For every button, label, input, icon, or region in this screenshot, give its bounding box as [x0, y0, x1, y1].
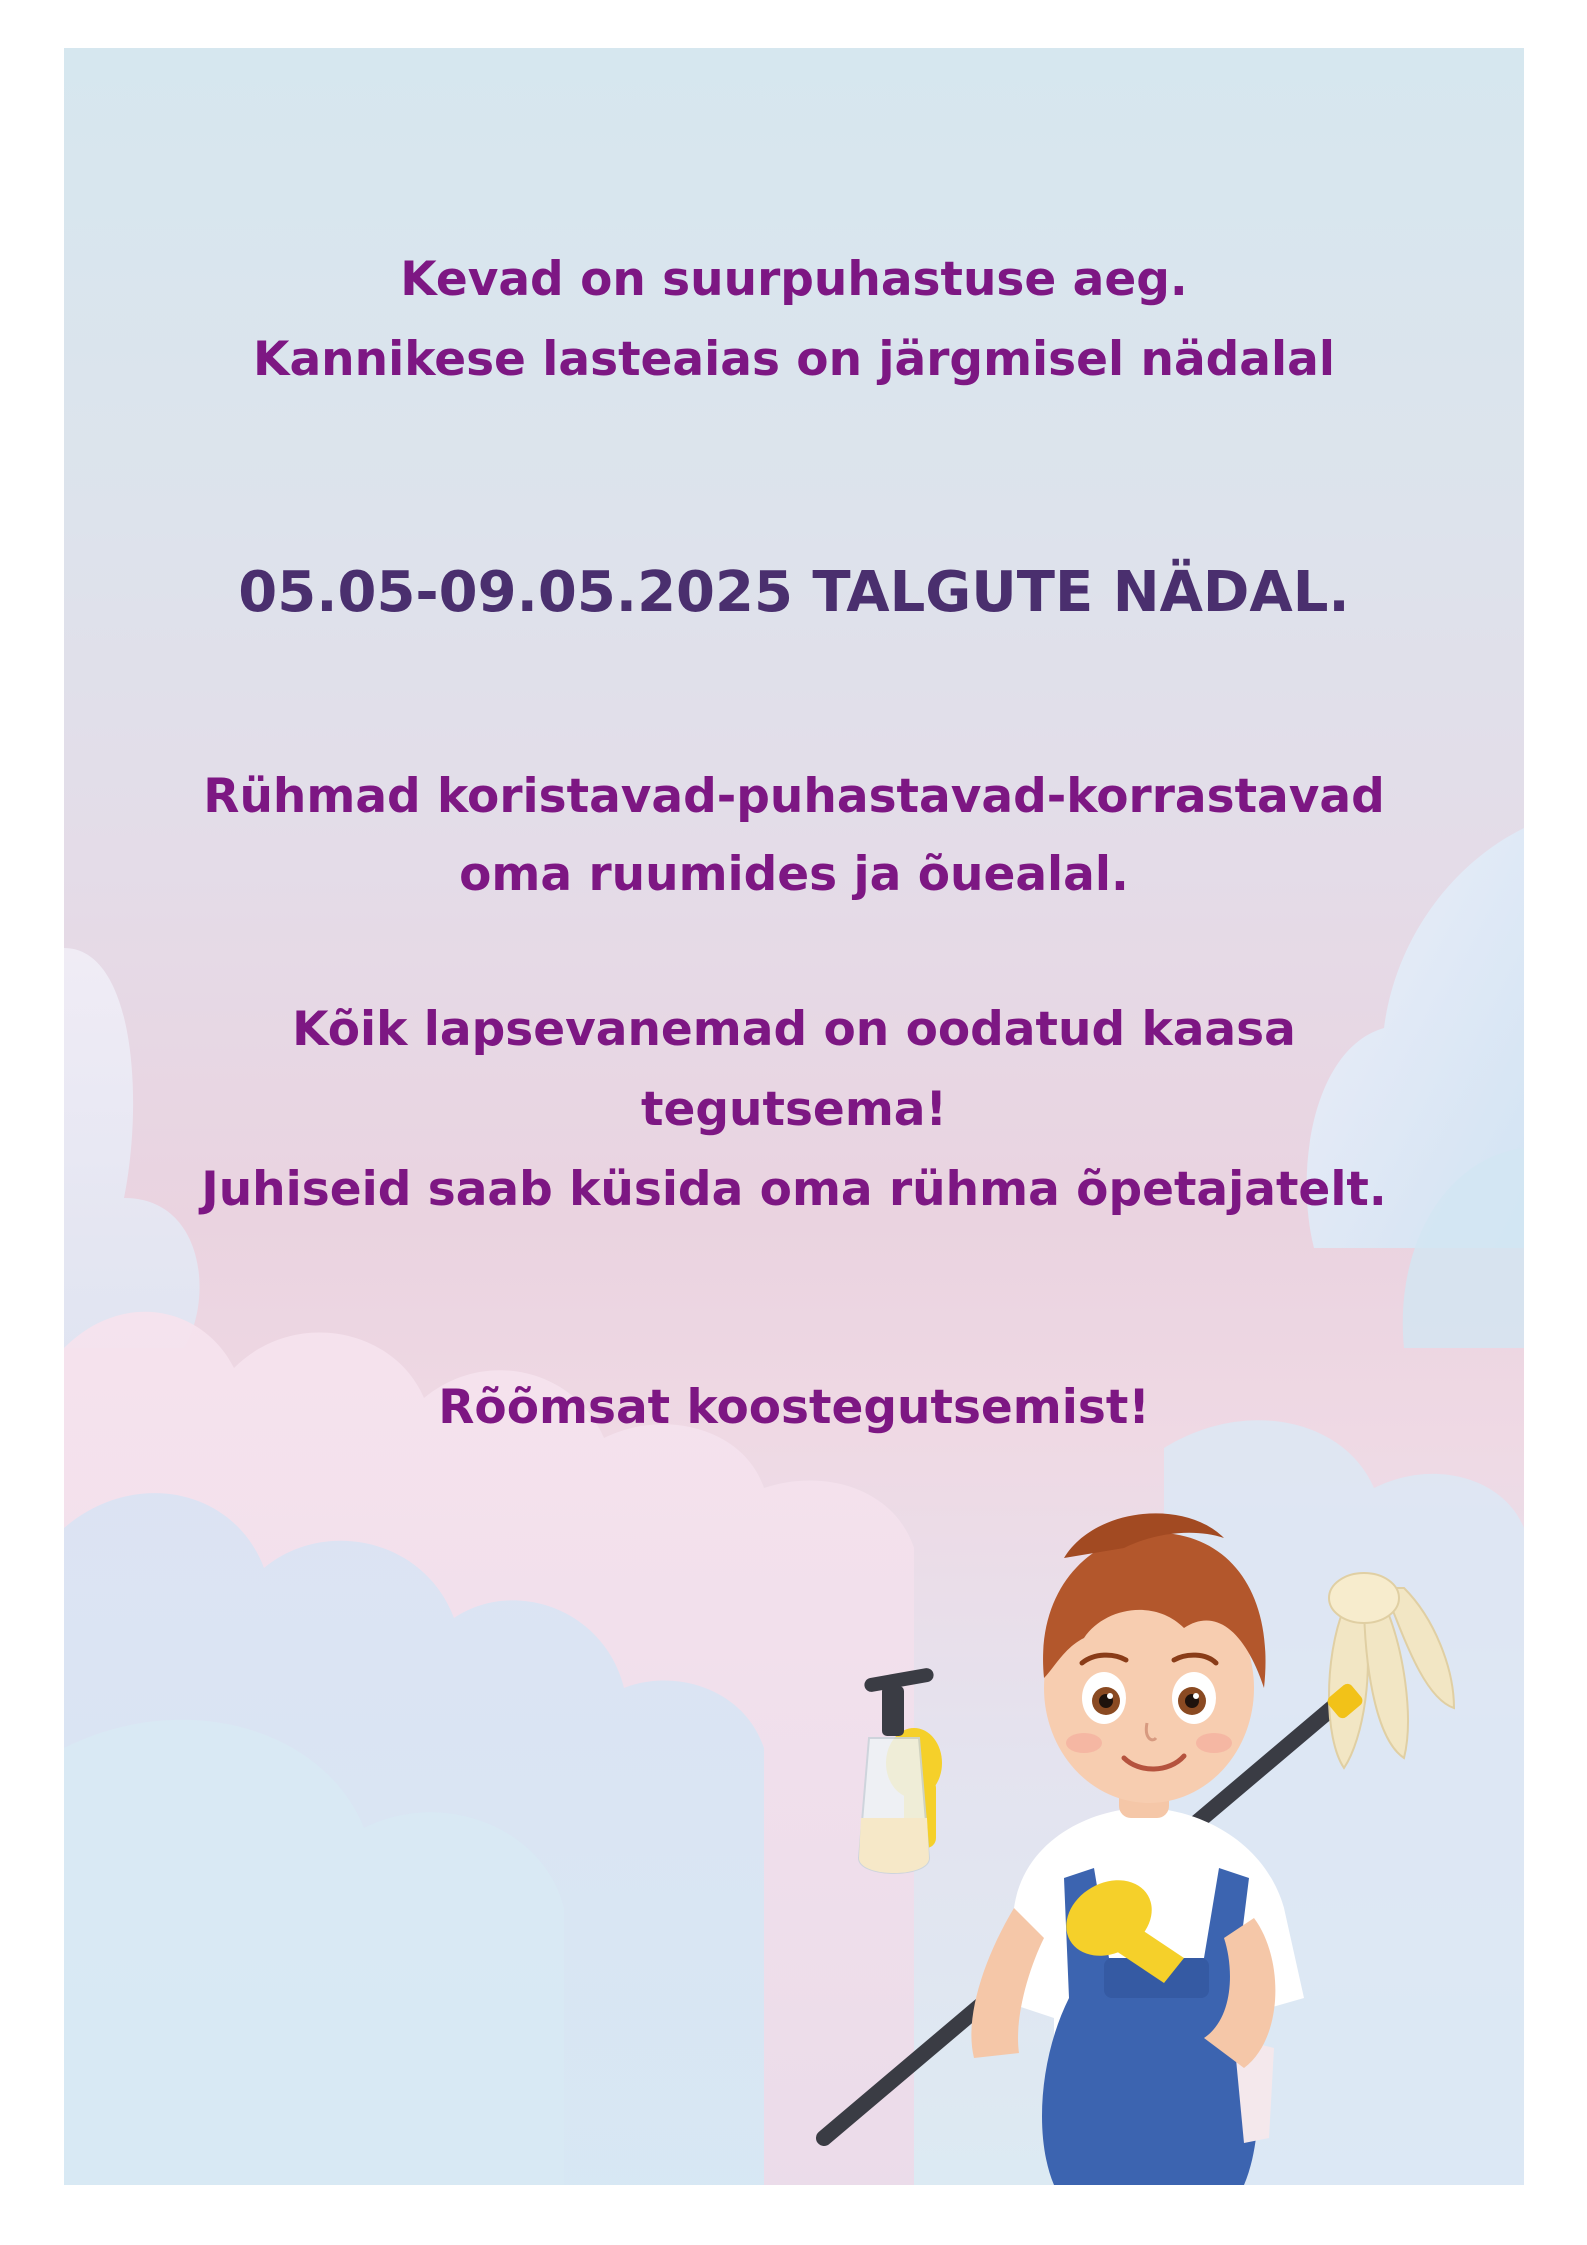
headline: 05.05-09.05.2025 TALGUTE NÄDAL. — [238, 560, 1350, 625]
intro-line-1: Kevad on suurpuhastuse aeg. — [400, 252, 1188, 307]
groups-text — [64, 758, 1524, 914]
cleaning-woman-icon — [764, 1438, 1524, 2185]
groups-line-1: Rühmad koristavad-puhastavad-korrastavad — [203, 769, 1385, 824]
intro-line-2: Kannikese lasteaias on järgmisel nädalal — [253, 332, 1335, 387]
closing-text: Rõõmsat koostegutsemist! — [438, 1380, 1150, 1435]
intro-text — [64, 240, 1524, 400]
mop-head — [1329, 1573, 1454, 1768]
parents-text — [64, 990, 1524, 1230]
groups-line-2: oma ruumides ja õuealal. — [459, 847, 1129, 902]
parents-line-1: Kõik lapsevanemad on oodatud kaasa — [292, 1002, 1296, 1057]
parents-line-3: Juhiseid saab küsida oma rühma õpetajatelt. — [201, 1162, 1387, 1217]
poster — [64, 48, 1524, 2185]
parents-line-2: tegutsema! — [641, 1082, 947, 1137]
